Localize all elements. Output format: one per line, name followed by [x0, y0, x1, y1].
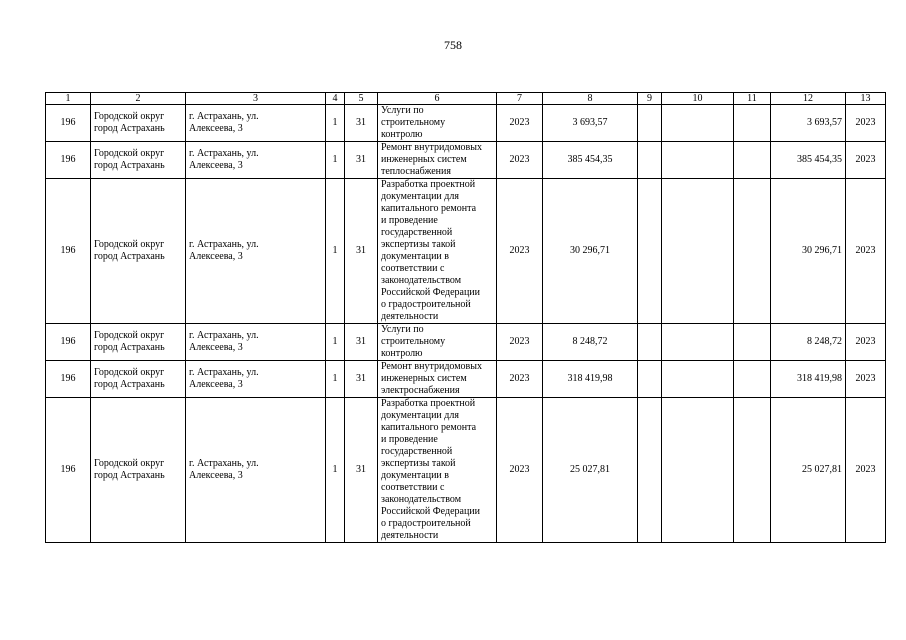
column-number: 9	[638, 93, 662, 105]
column-number: 12	[771, 93, 846, 105]
cost-cell: 30 296,71	[543, 179, 638, 324]
cost-cell: 385 454,35	[543, 142, 638, 179]
column-5-cell: 31	[345, 361, 378, 398]
column-12-cost-cell: 3 693,57	[771, 105, 846, 142]
row-number-cell: 196	[46, 142, 91, 179]
municipality-cell: Городской округ город Астрахань	[91, 398, 186, 543]
table-row	[46, 142, 886, 179]
column-number: 1	[46, 93, 91, 105]
address-cell: г. Астрахань, ул. Алексеева, 3	[186, 105, 326, 142]
column-number: 2	[91, 93, 186, 105]
column-13-year-cell: 2023	[846, 142, 886, 179]
year-cell: 2023	[497, 324, 543, 361]
column-4-cell: 1	[326, 361, 345, 398]
work-type-cell: Услуги по строительному контролю	[378, 324, 497, 361]
column-10-cell	[662, 361, 734, 398]
column-number: 4	[326, 93, 345, 105]
document-table	[45, 92, 886, 543]
column-11-cell	[734, 324, 771, 361]
column-11-cell	[734, 179, 771, 324]
column-number: 11	[734, 93, 771, 105]
column-10-cell	[662, 142, 734, 179]
column-11-cell	[734, 105, 771, 142]
year-cell: 2023	[497, 105, 543, 142]
work-type-cell: Ремонт внутридомовых инженерных систем электроснабжения	[378, 361, 497, 398]
year-cell: 2023	[497, 179, 543, 324]
column-13-year-cell: 2023	[846, 324, 886, 361]
column-11-cell	[734, 142, 771, 179]
work-type-cell: Разработка проектной документации для капитального ремонта и проведение государственной экспертизы такой документации в соответствии с законодательством Российской Федерации о градостроительной деятельности	[378, 398, 497, 543]
column-12-cost-cell: 385 454,35	[771, 142, 846, 179]
address-cell: г. Астрахань, ул. Алексеева, 3	[186, 324, 326, 361]
column-number: 5	[345, 93, 378, 105]
year-cell: 2023	[497, 361, 543, 398]
cost-cell: 318 419,98	[543, 361, 638, 398]
municipality-cell: Городской округ город Астрахань	[91, 361, 186, 398]
municipality-cell: Городской округ город Астрахань	[91, 324, 186, 361]
column-number: 7	[497, 93, 543, 105]
municipality-cell: Городской округ город Астрахань	[91, 142, 186, 179]
row-number-cell: 196	[46, 361, 91, 398]
column-4-cell: 1	[326, 142, 345, 179]
column-10-cell	[662, 179, 734, 324]
column-13-year-cell: 2023	[846, 361, 886, 398]
work-type-cell: Разработка проектной документации для капитального ремонта и проведение государственной экспертизы такой документации в соответствии с законодательством Российской Федерации о градостроительной деятельности	[378, 179, 497, 324]
year-cell: 2023	[497, 398, 543, 543]
column-9-cell	[638, 179, 662, 324]
column-number: 13	[846, 93, 886, 105]
column-4-cell: 1	[326, 105, 345, 142]
column-13-year-cell: 2023	[846, 398, 886, 543]
column-4-cell: 1	[326, 324, 345, 361]
address-cell: г. Астрахань, ул. Алексеева, 3	[186, 179, 326, 324]
page-number: 758	[444, 38, 462, 52]
column-9-cell	[638, 361, 662, 398]
row-number-cell: 196	[46, 324, 91, 361]
row-number-cell: 196	[46, 105, 91, 142]
column-11-cell	[734, 398, 771, 543]
cost-cell: 3 693,57	[543, 105, 638, 142]
column-5-cell: 31	[345, 142, 378, 179]
address-cell: г. Астрахань, ул. Алексеева, 3	[186, 398, 326, 543]
column-4-cell: 1	[326, 179, 345, 324]
column-5-cell: 31	[345, 398, 378, 543]
address-cell: г. Астрахань, ул. Алексеева, 3	[186, 361, 326, 398]
column-9-cell	[638, 398, 662, 543]
column-number: 6	[378, 93, 497, 105]
table-row	[46, 179, 886, 324]
municipality-cell: Городской округ город Астрахань	[91, 105, 186, 142]
column-number-row	[46, 93, 886, 105]
column-13-year-cell: 2023	[846, 179, 886, 324]
row-number-cell: 196	[46, 179, 91, 324]
municipality-cell: Городской округ город Астрахань	[91, 179, 186, 324]
column-9-cell	[638, 324, 662, 361]
column-10-cell	[662, 105, 734, 142]
work-type-cell: Ремонт внутридомовых инженерных систем теплоснабжения	[378, 142, 497, 179]
column-12-cost-cell: 30 296,71	[771, 179, 846, 324]
column-number: 10	[662, 93, 734, 105]
table-row	[46, 324, 886, 361]
column-11-cell	[734, 361, 771, 398]
address-cell: г. Астрахань, ул. Алексеева, 3	[186, 142, 326, 179]
column-9-cell	[638, 105, 662, 142]
column-5-cell: 31	[345, 105, 378, 142]
cost-cell: 25 027,81	[543, 398, 638, 543]
cost-cell: 8 248,72	[543, 324, 638, 361]
table-row	[46, 398, 886, 543]
column-number: 8	[543, 93, 638, 105]
column-9-cell	[638, 142, 662, 179]
table-row	[46, 361, 886, 398]
column-13-year-cell: 2023	[846, 105, 886, 142]
year-cell: 2023	[497, 142, 543, 179]
column-number: 3	[186, 93, 326, 105]
work-type-cell: Услуги по строительному контролю	[378, 105, 497, 142]
column-12-cost-cell: 318 419,98	[771, 361, 846, 398]
column-12-cost-cell: 8 248,72	[771, 324, 846, 361]
column-10-cell	[662, 398, 734, 543]
row-number-cell: 196	[46, 398, 91, 543]
column-10-cell	[662, 324, 734, 361]
column-4-cell: 1	[326, 398, 345, 543]
column-5-cell: 31	[345, 324, 378, 361]
table-row	[46, 105, 886, 142]
column-12-cost-cell: 25 027,81	[771, 398, 846, 543]
column-5-cell: 31	[345, 179, 378, 324]
